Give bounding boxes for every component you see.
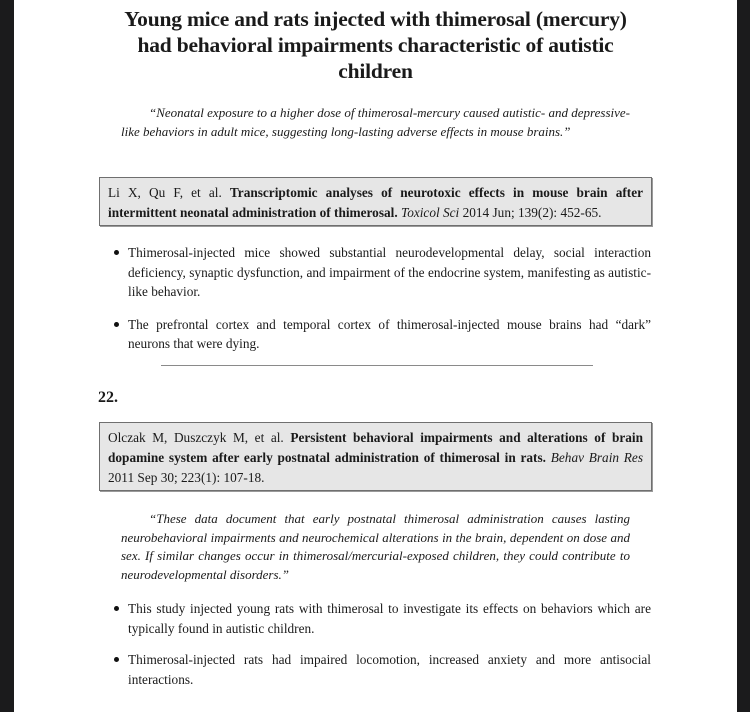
list-item xyxy=(114,650,651,689)
ref-1-authors: Li X, Qu F, et al. xyxy=(108,185,222,200)
ref-1-journal: Toxicol Sci xyxy=(401,205,460,220)
bullet-text: The prefrontal cortex and temporal cortex of thimerosal-injected mouse brains had “dark” neurons that were dying. xyxy=(128,316,651,351)
title-line-2: had behavioral impairments characteristic of autistic xyxy=(137,33,614,57)
ref-1-citation: 2014 Jun; 139(2): 452-65. xyxy=(462,205,602,220)
title-line-3: children xyxy=(338,59,413,83)
quote-2: “These data document that early postnatal thimerosal administration causes lasting neurobehavioral impairments and neurochemical alterations in the brain, dependent on dose and sex. If similar changes occur in thimerosal/mercurial-exposed children, they could contribute to neurodevelopmental disorders.” xyxy=(121,511,630,582)
bullet-text: This study injected young rats with thimerosal to investigate its effects on behaviors which are typically found in autistic children. xyxy=(128,601,651,636)
bullet-icon xyxy=(114,657,119,662)
ref-2-authors: Olczak M, Duszczyk M, et al. xyxy=(108,430,284,445)
section-divider xyxy=(161,365,593,366)
ref-2-article-title: Persistent behavioral impairments and alterations of brain dopamine system after early postnatal administration of thimerosal in rats. xyxy=(108,430,643,465)
reference-box-2 xyxy=(99,422,652,491)
document-page xyxy=(14,0,737,712)
list-item xyxy=(114,599,651,638)
bullet-text: Thimerosal-injected mice showed substantial neurodevelopmental delay, social interaction deficiency, synaptic dysfunction, and impairment of the endocrine system, manifesting as autistic-like behavior. xyxy=(128,245,651,299)
bullet-icon xyxy=(114,606,119,611)
section-number: 22. xyxy=(98,389,118,406)
bullet-icon xyxy=(114,250,119,255)
list-item xyxy=(114,243,651,302)
bullet-text: Thimerosal-injected rats had impaired locomotion, increased anxiety and more antisocial interactions. xyxy=(128,652,651,687)
reference-box-1 xyxy=(99,177,652,226)
title-line-1: Young mice and rats injected with thimerosal (mercury) xyxy=(124,7,627,31)
bullet-list-1 xyxy=(114,243,651,354)
bullet-icon xyxy=(114,322,119,327)
ref-2-citation: 2011 Sep 30; 223(1): 107-18. xyxy=(108,470,265,485)
bullet-list-2 xyxy=(114,599,651,689)
list-item xyxy=(114,315,651,354)
ref-2-journal: Behav Brain Res xyxy=(550,450,644,465)
ref-1-article-title: Transcriptomic analyses of neurotoxic effects in mouse brain after intermittent neonatal administration of thimerosal. xyxy=(108,185,643,220)
page-title xyxy=(14,6,737,84)
quote-1: “Neonatal exposure to a higher dose of thimerosal-mercury caused autistic- and depressive-like behaviors in adult mice, suggesting long-lasting adverse effects in mouse brains.” xyxy=(121,105,630,139)
